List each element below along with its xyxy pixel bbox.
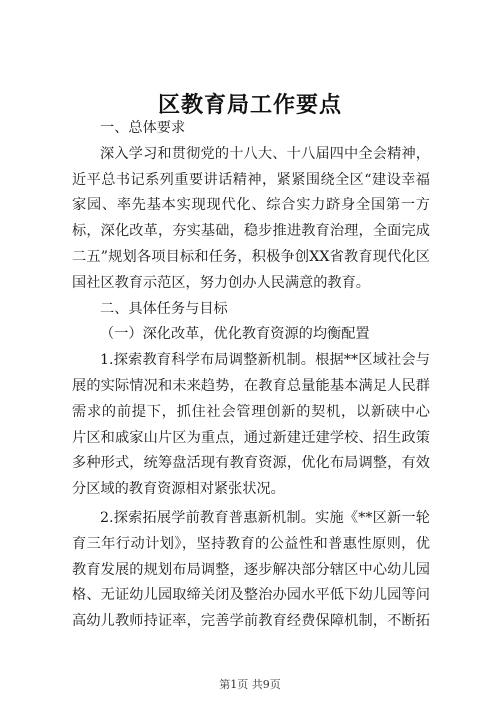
paragraph-line: 标，深化改革，夯实基础，稳步推进教育治理，全面完成 [72,223,430,240]
subsection-heading: （一）深化改革，优化教育资源的均衡配置 [100,326,370,343]
paragraph-line: 多种形式，统筹盘活现有教育资源，优化布局调整，有效 [72,455,430,472]
paragraph-line: 深入学习和贯彻党的十八大、十八届四中全会精神， [100,145,430,162]
section-heading-general: 一、总体要求 [100,120,186,136]
paragraph-line: 家园、率先基本实现现代化、综合实力跻身全国第一方 [72,197,430,214]
paragraph-line: 近平总书记系列重要讲话精神，紧紧围绕全区“建设幸福 [72,171,430,188]
paragraph-line: 二五”规划各项目标和任务，积极争创XX省教育现代化区 [72,248,430,265]
paragraph-line: 教育发展的规划布局调整，逐步解决部分辖区中心幼儿园 [72,561,430,578]
paragraph-line: 需求的前提下，抓住社会管理创新的契机，以新硖中心 [72,403,430,420]
paragraph-line: 育三年行动计划》，坚持教育的公益性和普惠性原则，优 [72,535,430,552]
section-heading-tasks: 二、具体任务与目标 [100,300,228,317]
paragraph-line: 1.探索教育科学布局调整新机制。根据**区域社会与 [100,352,430,369]
paragraph-line: 展的实际情况和未来趋势，在教育总量能基本满足人民群 [72,377,430,394]
paragraph-line: 格、无证幼儿园取缔关闭及整治办园水平低下幼儿园等问 [72,587,430,604]
paragraph-line: 2.探索拓展学前教育普惠新机制。实施《**区新一轮 [100,509,430,526]
document-body [72,116,430,635]
paragraph-line: 高幼儿教师持证率，完善学前教育经费保障机制，不断拓 [72,613,430,630]
document-title: 区教育局工作要点 [157,92,342,118]
paragraph-line: 分区域的教育资源相对紧张状况。 [72,481,285,498]
paragraph-line: 片区和戚家山片区为重点，通过新建迁建学校、招生政策 [72,429,430,446]
paragraph-line: 国社区教育示范区，努力创办人民满意的教育。 [72,274,370,291]
page-number-footer: 第1页 共9页 [219,678,281,691]
